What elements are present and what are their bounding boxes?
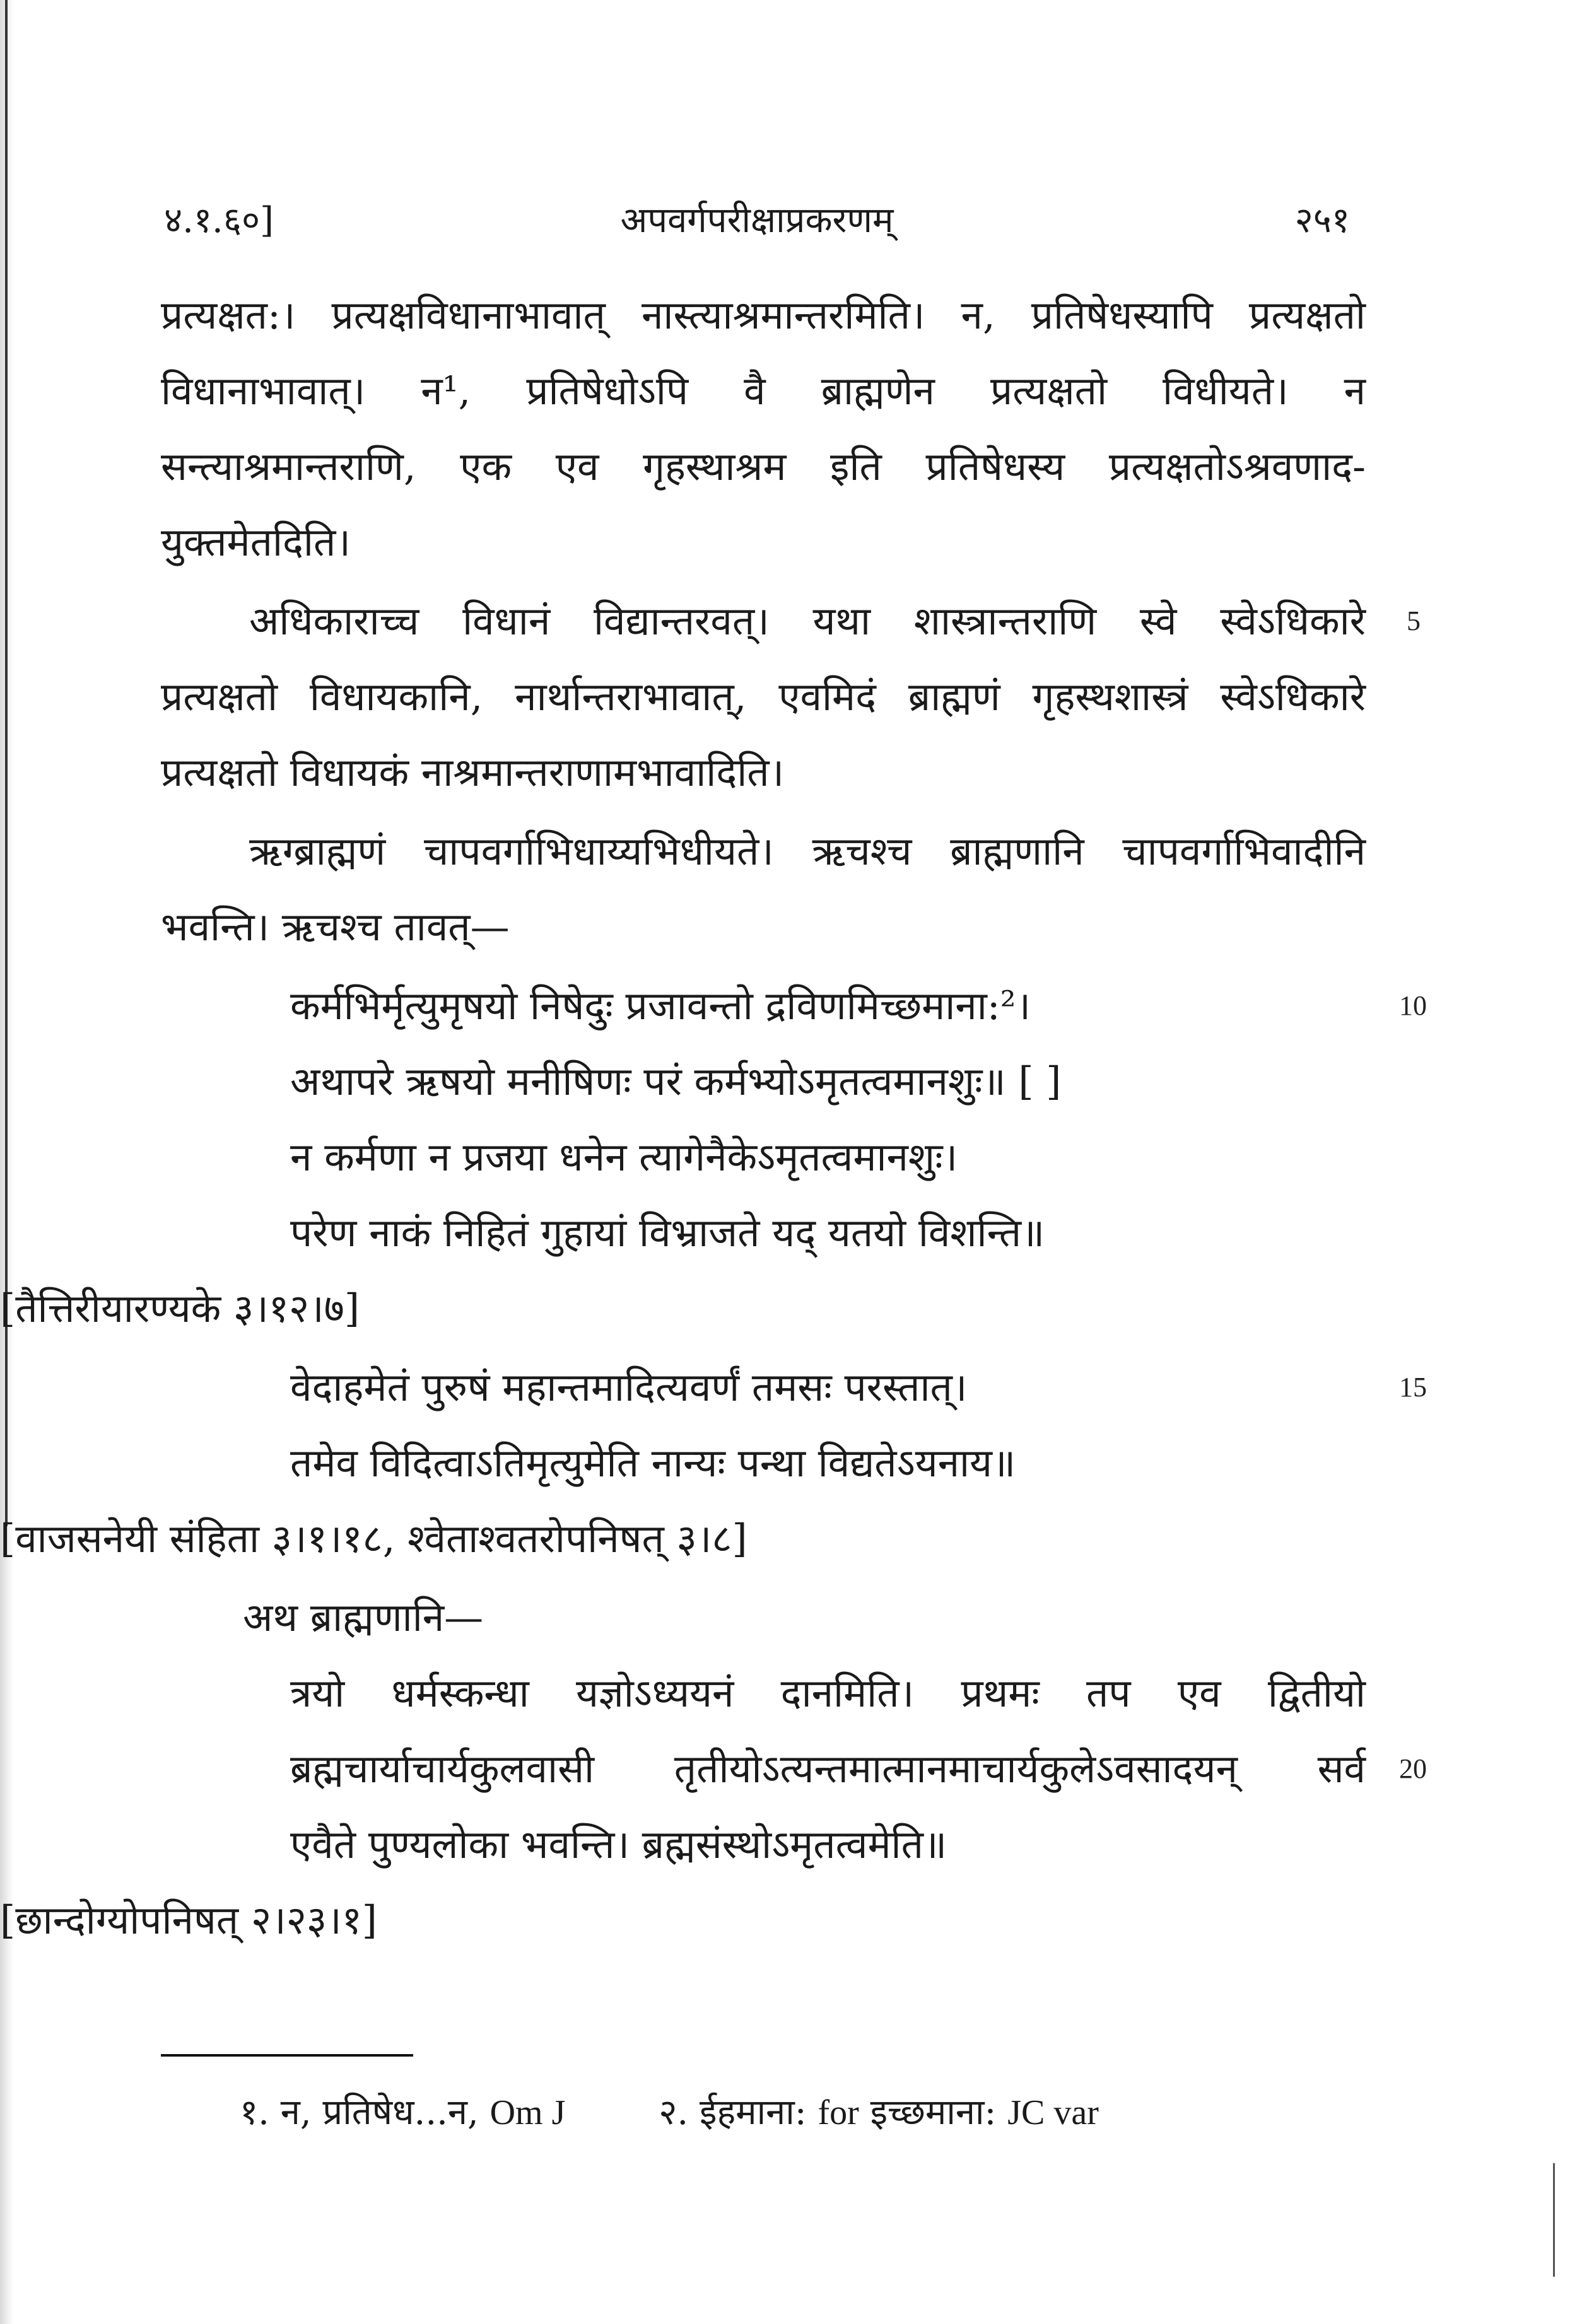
margin-line-number: 20 xyxy=(1399,1753,1427,1784)
text-line: प्रत्यक्षतो विधायकानि, नार्थान्तराभावात्, एवमिदं ब्राह्मणं गृहस्थशास्त्रं स्वेऽधिकारे xyxy=(161,674,1366,720)
verse-line: अथापरे ऋषयो मनीषिणः परं कर्मभ्योऽमृतत्वमानशुः॥ [ ] xyxy=(290,1058,1062,1104)
verse-line: तमेव विदित्वाऽतिमृत्युमेति नान्यः पन्था विद्यतेऽयनाय॥ xyxy=(290,1440,1016,1486)
footnote-2 xyxy=(659,2092,1099,2133)
text-line: अथ ब्राह्मणानि— xyxy=(243,1594,484,1640)
text-line: विधानाभावात्। न¹, प्रतिषेधोऽपि वै ब्राह्मणेन प्रत्यक्षतो विधीयते। न xyxy=(161,368,1366,414)
footnote-label: १. xyxy=(240,2092,269,2133)
text-line: त्रयो धर्मस्कन्धा यज्ञोऽध्ययनं दानमिति। प्रथमः तप एव द्वितीयो xyxy=(290,1670,1366,1716)
footnote-note: JC var xyxy=(1007,2093,1099,2132)
footnote-text: न, प्रतिषेध...न, xyxy=(280,2092,479,2133)
text-line: युक्तमेतदिति। xyxy=(161,519,351,565)
chapter-title: अपवर्गपरीक्षाप्रकरणम् xyxy=(620,200,894,241)
footnote-label: २. xyxy=(659,2092,689,2133)
text-line: प्रत्यक्षत:। प्रत्यक्षविधानाभावात् नास्त्याश्रमान्तरमिति। न, प्रतिषेधस्यापि प्रत्यक्षतो xyxy=(161,292,1366,338)
margin-line-number: 5 xyxy=(1407,605,1421,636)
citation: [तैत्तिरीयारण्यके ३।१२।७] xyxy=(0,1285,360,1331)
section-reference: ४.१.६०] xyxy=(164,200,274,241)
verse-line: वेदाहमेतं पुरुषं महान्तमादित्यवर्णं तमसः परस्तात्। xyxy=(290,1364,968,1410)
margin-line-number: 15 xyxy=(1399,1372,1427,1403)
verse-line: न कर्मणा न प्रजया धनेन त्यागेनैकेऽमृतत्वमानशुः। xyxy=(290,1134,958,1180)
text-line: ब्रह्मचार्याचार्यकुलवासी तृतीयोऽत्यन्तमात्मानमाचार्यकुलेऽवसादयन् सर्व xyxy=(290,1746,1366,1792)
text-line: भवन्ति। ऋचश्च तावत्— xyxy=(161,904,510,950)
footnote-note: Om J xyxy=(489,2093,566,2132)
margin-line-number: 10 xyxy=(1399,990,1427,1021)
verse-line: कर्मभिर्मृत्युमृषयो निषेदुः प्रजावन्तो द्रविणमिच्छमाना:²। xyxy=(290,983,1031,1029)
text-line: अधिकाराच्च विधानं विद्यान्तरवत्। यथा शास्त्रान्तराणि स्वे स्वेऽधिकारे xyxy=(249,598,1366,644)
text-line: प्रत्यक्षतो विधायकं नाश्रमान्तराणामभावादिति। xyxy=(161,749,785,795)
citation: [छान्दोग्योपनिषत् २।२३।१] xyxy=(0,1897,377,1943)
footnote-1 xyxy=(240,2092,577,2133)
text-line: ऋग्ब्राह्मणं चापवर्गाभिधाय्यभिधीयते। ऋचश्च ब्राह्मणानि चापवर्गाभिवादीनि xyxy=(249,828,1366,874)
text-line: सन्त्याश्रमान्तराणि, एक एव गृहस्थाश्रम इति प्रतिषेधस्य प्रत्यक्षतोऽश्रवणाद- xyxy=(161,443,1366,489)
verse-line: परेण नाकं निहितं गुहायां विभ्राजते यद् यतयो विशन्ति॥ xyxy=(290,1210,1045,1256)
footnote-rule xyxy=(161,2054,413,2057)
footnotes xyxy=(240,2084,1099,2141)
page-number: २५१ xyxy=(1294,200,1350,241)
footnote-target: इच्छमाना: xyxy=(870,2092,997,2133)
running-header xyxy=(164,196,1350,246)
scan-mark xyxy=(1553,2163,1555,2277)
text-line: एवैते पुण्यलोका भवन्ति। ब्रह्मसंस्थोऽमृतत्वमेति॥ xyxy=(290,1821,947,1867)
citation: [वाजसनेयी संहिता ३।१।१८, श्वेताश्वतरोपनिषत् ३।८] xyxy=(0,1515,747,1562)
footnote-text: ईहमाना: xyxy=(699,2092,807,2133)
footnote-for: for xyxy=(818,2093,859,2132)
